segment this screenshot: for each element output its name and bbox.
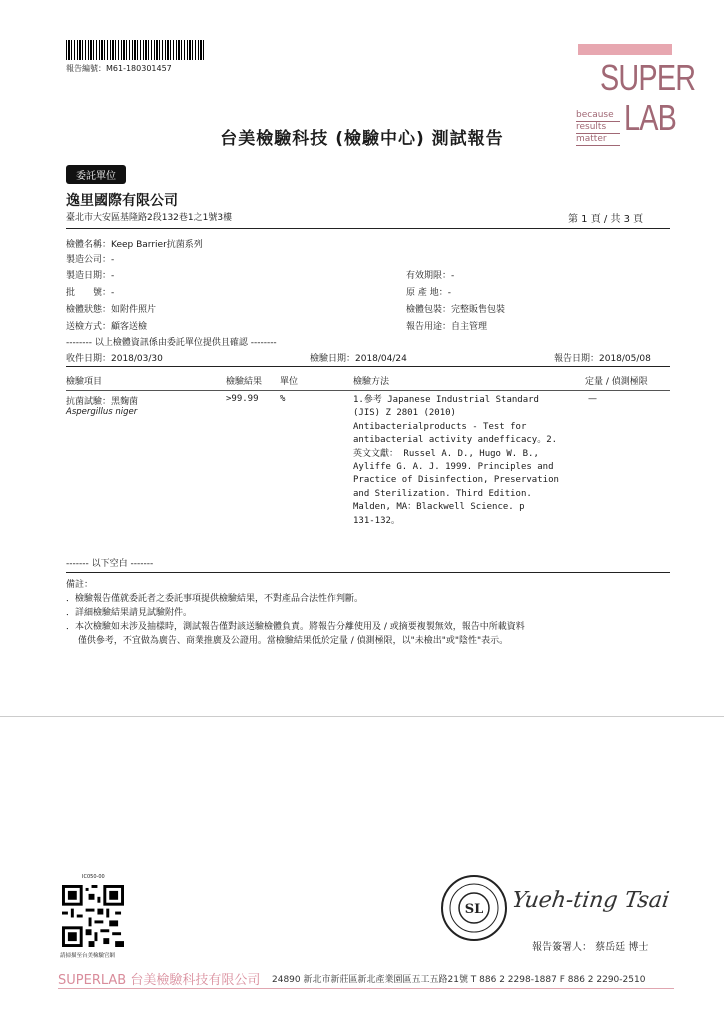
sample-batch: 批 號：- xyxy=(66,288,115,298)
logo-lab: LAB xyxy=(624,97,677,138)
logo-super: SUPER xyxy=(600,57,696,98)
row-organism: Aspergillus niger xyxy=(66,407,138,417)
row-limit: — xyxy=(588,394,597,404)
note-item: ．詳細檢驗結果請見試驗附件。 xyxy=(66,608,193,618)
signature: Yueh-ting Tsai xyxy=(510,888,671,913)
divider xyxy=(66,572,670,573)
sample-expiry: 有效期限：- xyxy=(406,271,455,281)
report-date: 報告日期：2018/05/08 xyxy=(554,354,651,364)
header-unit: 單位 xyxy=(280,377,299,387)
scan-edge xyxy=(0,716,724,717)
client-badge: 委託單位 xyxy=(66,165,126,184)
logo-tagline-line: results xyxy=(576,122,620,134)
note-item: 僅供參考，不宜做為廣告、商業推廣及公證用。當檢驗結果低於定量 / 偵測極限，以"未檢出"或"陰性"表示。 xyxy=(66,636,509,646)
row-method: 1.參考 Japanese Industrial Standard (JIS) Z 2801 (2010) Antibacterialproducts - Test for antibacterial activity andefficacy。2. 英文文獻： Russel A. D., Hugo W. B., Ayliffe G. A. J. 1999. Principles and Practice of Disinfection, Preservation and Sterilization. Third Edition. Malden, MA：Blackwell Science. p 131-132。 xyxy=(353,395,559,526)
qr-caption: 請掃描至台美檢驗官網 xyxy=(60,953,116,959)
qr-code xyxy=(62,885,124,947)
divider xyxy=(66,366,670,367)
sample-purpose: 報告用途：自主管理 xyxy=(406,322,488,332)
qr-code-number: IC050-00 xyxy=(82,874,105,880)
sample-name: 檢體名稱：Keep Barrier抗菌系列 xyxy=(66,240,203,250)
report-number: 報告編號：M61-180301457 xyxy=(66,64,172,73)
blank-below: ------- 以下空白 ------- xyxy=(66,559,154,569)
note-item: ．本次檢驗如未涉及抽樣時，測試報告僅對該送驗檢體負責。將報告分離使用及 / 或摘要複製無效，報告中所載資料 xyxy=(66,622,525,632)
sample-notice: -------- 以上檢體資訊係由委託單位提供且確認 -------- xyxy=(66,338,277,348)
header-limit: 定量 / 偵測極限 xyxy=(585,377,648,387)
sample-delivery: 送檢方式：顧客送檢 xyxy=(66,322,148,332)
header-item: 檢驗項目 xyxy=(66,377,103,387)
report-title: 台美檢驗科技 (檢驗中心) 測試報告 xyxy=(220,129,504,149)
note-item: ．檢驗報告僅就委託者之委託事項提供檢驗結果，不對產品合法性作判斷。 xyxy=(66,594,364,604)
divider xyxy=(66,390,670,391)
footer-brand: SUPERLAB 台美檢驗科技有限公司 xyxy=(58,973,261,988)
logo-accent-bar xyxy=(578,44,672,55)
logo-tagline-line: because xyxy=(576,110,620,122)
superlab-seal xyxy=(440,874,508,942)
logo-tagline-line: matter xyxy=(576,134,620,146)
seal-text: SL xyxy=(464,902,484,917)
notes xyxy=(66,578,525,648)
header-method: 檢驗方法 xyxy=(353,377,390,387)
row-item: 抗菌試驗：黑麴菌 xyxy=(66,397,139,407)
sample-packaging: 檢體包裝：完整販售包裝 xyxy=(406,305,506,315)
page-number: 第 1 頁 / 共 3 頁 xyxy=(568,214,644,225)
footer-rule xyxy=(58,988,674,989)
test-date: 檢驗日期：2018/04/24 xyxy=(310,354,407,364)
received-date: 收件日期：2018/03/30 xyxy=(66,354,163,364)
row-result: >99.99 xyxy=(226,394,259,404)
barcode xyxy=(66,40,206,60)
signatory: 報告簽署人： 蔡岳廷 博士 xyxy=(532,942,649,953)
client-address: 臺北市大安區基隆路2段132巷1之1號3樓 xyxy=(66,213,233,223)
divider xyxy=(66,228,670,229)
sample-mfg-date: 製造日期：- xyxy=(66,271,115,281)
client-company: 逸里國際有限公司 xyxy=(66,193,178,209)
row-unit: % xyxy=(280,394,286,404)
footer-address: 24890 新北市新莊區新北產業園區五工五路21號 T 886 2 2298-1887 F 886 2 2290-2510 xyxy=(272,975,646,985)
sample-state: 檢體狀態：如附件照片 xyxy=(66,305,157,315)
sample-manufacturer: 製造公司：- xyxy=(66,255,115,265)
sample-origin: 原 產 地：- xyxy=(406,288,451,298)
notes-heading: 備註： xyxy=(66,580,94,590)
header-result: 檢驗結果 xyxy=(226,377,263,387)
